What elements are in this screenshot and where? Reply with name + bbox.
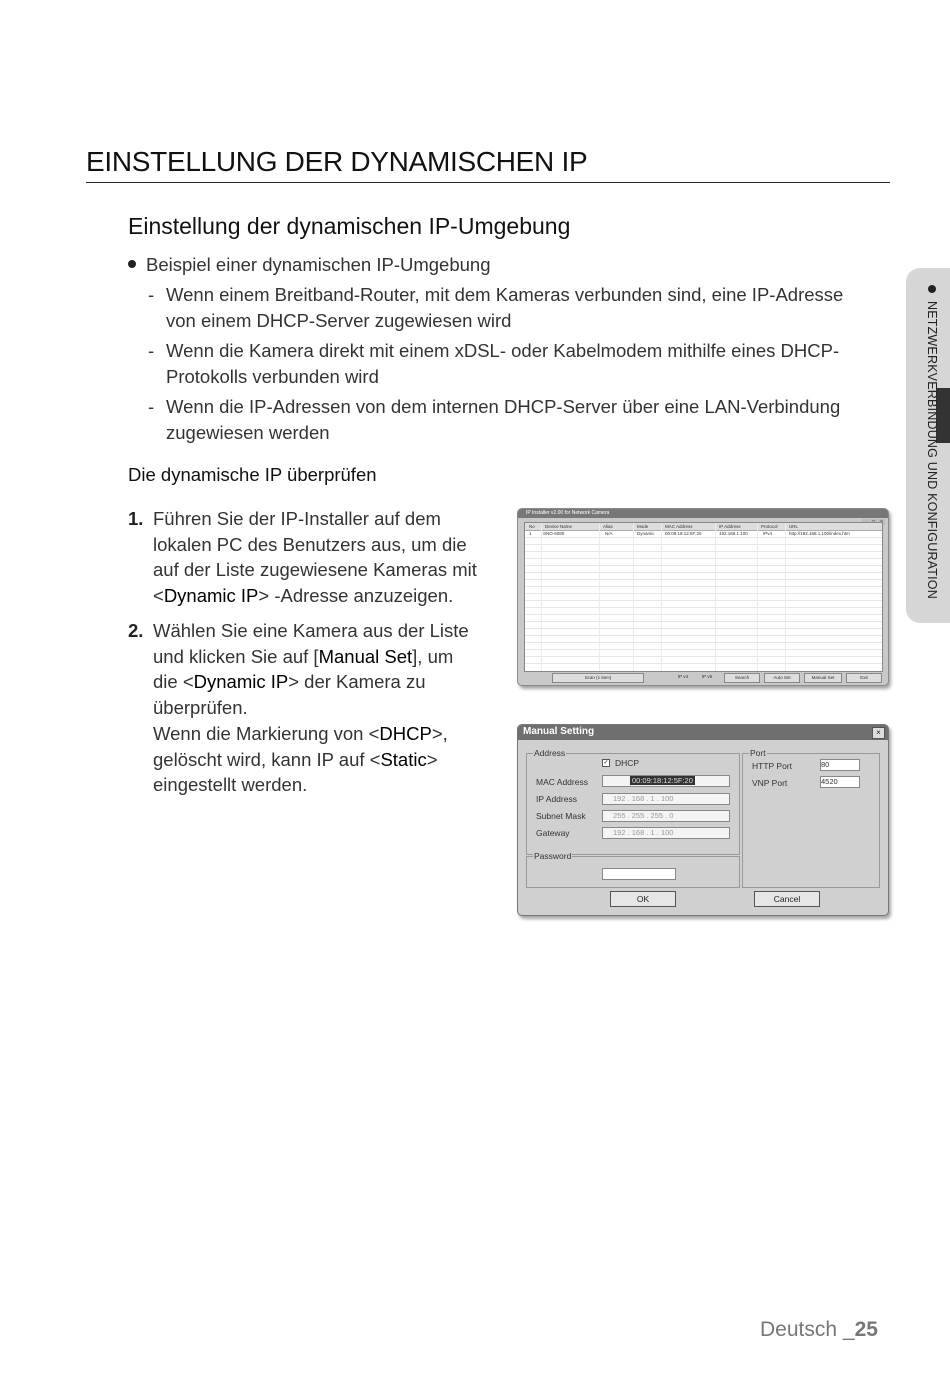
dash-line: Wenn einem Breitband-Router, mit dem Kameras verbunden sind, eine IP-Adresse: [166, 284, 844, 305]
password-field[interactable]: [602, 868, 676, 880]
footer-language: Deutsch _: [760, 1318, 855, 1341]
ok-button[interactable]: OK: [610, 891, 676, 907]
step-number: 1.: [128, 508, 144, 529]
bullet-dot-icon: [928, 285, 936, 293]
port-legend: Port: [750, 748, 766, 758]
mac-address-label: MAC Address: [536, 777, 588, 787]
auto-set-button[interactable]: Auto Set: [764, 673, 800, 683]
mac-address-value: 00:09:18:12:5F:20: [632, 776, 693, 785]
exit-button[interactable]: Exit: [846, 673, 882, 683]
http-port-label: HTTP Port: [752, 761, 792, 771]
ip-address-label: IP Address: [536, 794, 577, 804]
installer-titlebar: [518, 509, 888, 518]
vnp-port-label: VNP Port: [752, 778, 788, 788]
section-subtitle: Einstellung der dynamischen IP-Umgebung: [128, 213, 571, 239]
close-icon[interactable]: ×: [872, 727, 885, 739]
subnet-mask-field[interactable]: 255 . 255 . 255 . 0: [602, 810, 730, 822]
chapter-label: NETZWERKVERBINDUNG UND KONFIGURATION: [919, 285, 939, 615]
bullet-item: [128, 254, 491, 276]
table-row[interactable]: 1 SNO-5080 N/A Dynamic 00:09:18:12:5F:20 192.168.1.100 IPv4 http://192.168.1.100/index.htm: [525, 531, 882, 538]
step-number: 2.: [128, 620, 144, 641]
title-divider: [86, 182, 890, 183]
password-legend: Password: [534, 851, 572, 861]
dhcp-checkbox[interactable]: ✓: [603, 760, 609, 766]
installer-title: IP Installer v2.00 for Network Camera: [526, 510, 610, 516]
manual-setting-screenshot: [517, 724, 889, 916]
http-port-field[interactable]: 80: [820, 759, 860, 771]
scan-status: Scan (1 item): [552, 673, 644, 683]
address-legend: Address: [534, 748, 566, 758]
page-footer: [760, 1318, 878, 1342]
dash-line: von einem DHCP-Server zugewiesen wird: [166, 310, 512, 331]
page-number: 25: [854, 1318, 878, 1341]
camera-list: [524, 522, 883, 672]
bullet-text: Beispiel einer dynamischen IP-Umgebung: [146, 254, 491, 275]
bullet-dot-icon: [128, 260, 136, 268]
dhcp-label: DHCP: [615, 758, 640, 768]
dash-line: Wenn die IP-Adressen von dem internen DHCP-Server über eine LAN-Verbindung: [166, 396, 841, 417]
gateway-field[interactable]: 192 . 168 . 1 . 100: [602, 827, 730, 839]
check-heading: Die dynamische IP überprüfen: [128, 464, 377, 485]
camera-list-header: No Device Name Alias Mode MAC Address IP Address Protocol URL: [525, 523, 882, 531]
manual-setting-title: Manual Setting: [523, 726, 595, 737]
port-group: [742, 748, 880, 888]
vnp-port-field[interactable]: 4520: [820, 776, 860, 788]
dash-line: Wenn die Kamera direkt mit einem xDSL- oder Kabelmodem mithilfe eines DHCP-: [166, 340, 840, 361]
search-button[interactable]: Search: [724, 673, 760, 683]
gateway-label: Gateway: [536, 828, 570, 838]
dash-line: zugewiesen werden: [166, 422, 330, 443]
cancel-button[interactable]: Cancel: [754, 891, 820, 907]
subnet-mask-label: Subnet Mask: [536, 811, 586, 821]
ipv4-radio[interactable]: IP v4: [677, 674, 689, 679]
ip-installer-screenshot: [517, 508, 889, 686]
dash-line: Protokolls verbunden wird: [166, 366, 379, 387]
ip-address-field[interactable]: 192 . 168 . 1 . 100: [602, 793, 730, 805]
ipv6-radio[interactable]: IP v6: [701, 674, 713, 679]
page-title: EINSTELLUNG DER DYNAMISCHEN IP: [86, 146, 588, 177]
manual-setting-titlebar: [518, 725, 888, 740]
manual-set-button[interactable]: Manual Set: [804, 673, 842, 683]
